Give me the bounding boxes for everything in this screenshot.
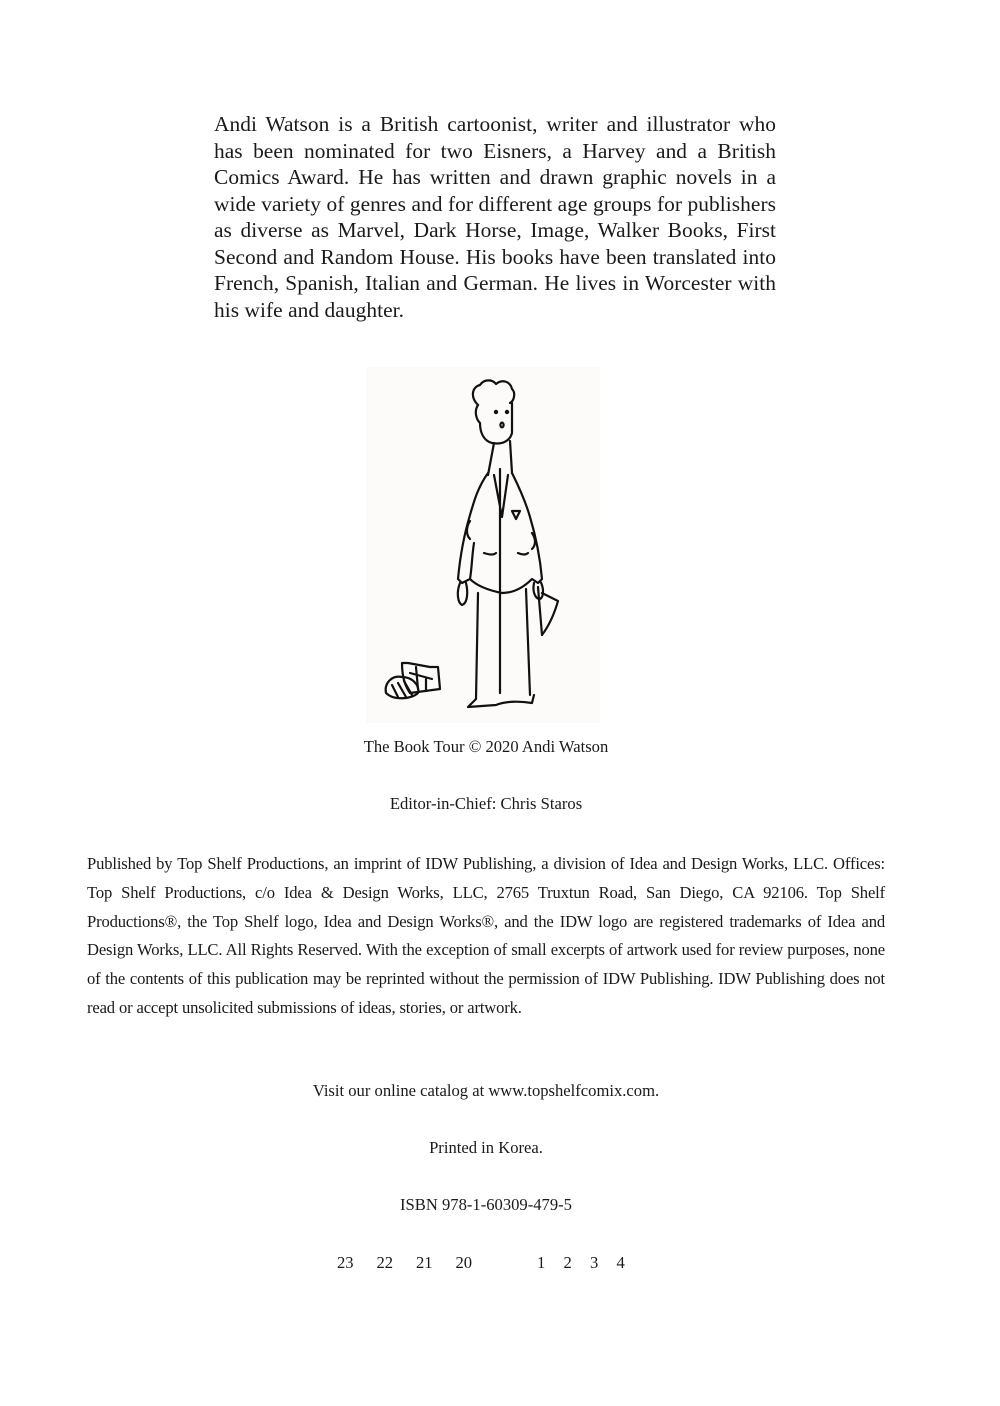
print-year: 21 — [416, 1253, 433, 1272]
print-number: 2 — [563, 1253, 572, 1272]
print-number: 4 — [616, 1253, 625, 1272]
isbn: ISBN 978-1-60309-479-5 — [400, 1195, 572, 1214]
man-with-book-drawing — [366, 367, 600, 723]
editor-credit: Editor-in-Chief: Chris Staros — [389, 794, 583, 813]
held-book — [538, 587, 558, 635]
legal-notice: Published by Top Shelf Productions, an imprint of IDW Publishing, a division of Idea and Design Works, LLC. Offices: Top Shelf Productions, c/o Idea & Design Works, LLC, 2765 Truxtun Road, San Diego, CA 92106. Top Shelf Productions®, the Top Shelf logo, Idea and Design Works®, and the IDW logo are registered trademarks of Idea and Design Works, LLC. All Rights Reserved. With the exception of small excerpts of artwork used for review purposes, none of the contents of this publication may be reprinted without the permission of IDW Publishing. IDW Publishing does not read or accept unsolicited submissions of ideas, stories, or artwork. — [87, 854, 885, 1017]
printing-line — [337, 1252, 643, 1274]
author-bio: Andi Watson is a British cartoonist, writer and illustrator who has been nominated for two Eisners, a Harvey and a British Comics Award. He has written and drawn graphic novels in a wide variety of genres and for different age groups for publishers as diverse as Marvel, Dark Horse, Image, Walker Books, First Second and Random House. His books have been translated into French, Spanish, Italian and German. He lives in Worcester with his wife and daughter. — [214, 112, 776, 322]
print-year: 23 — [337, 1253, 354, 1272]
print-year: 20 — [455, 1253, 473, 1272]
head — [476, 403, 512, 444]
print-number: 1 — [537, 1253, 546, 1272]
print-line-numbers — [537, 1252, 643, 1274]
author-illustration — [366, 367, 600, 723]
trousers — [476, 589, 530, 699]
printed-in: Printed in Korea. — [429, 1138, 543, 1157]
hair — [473, 380, 514, 405]
copyright-notice: The Book Tour © 2020 Andi Watson — [363, 737, 609, 756]
print-line-years — [337, 1252, 495, 1274]
print-year: 22 — [376, 1253, 394, 1272]
print-number: 3 — [590, 1253, 599, 1272]
catalog-notice: Visit our online catalog at www.topshelfcomix.com. — [312, 1081, 660, 1100]
